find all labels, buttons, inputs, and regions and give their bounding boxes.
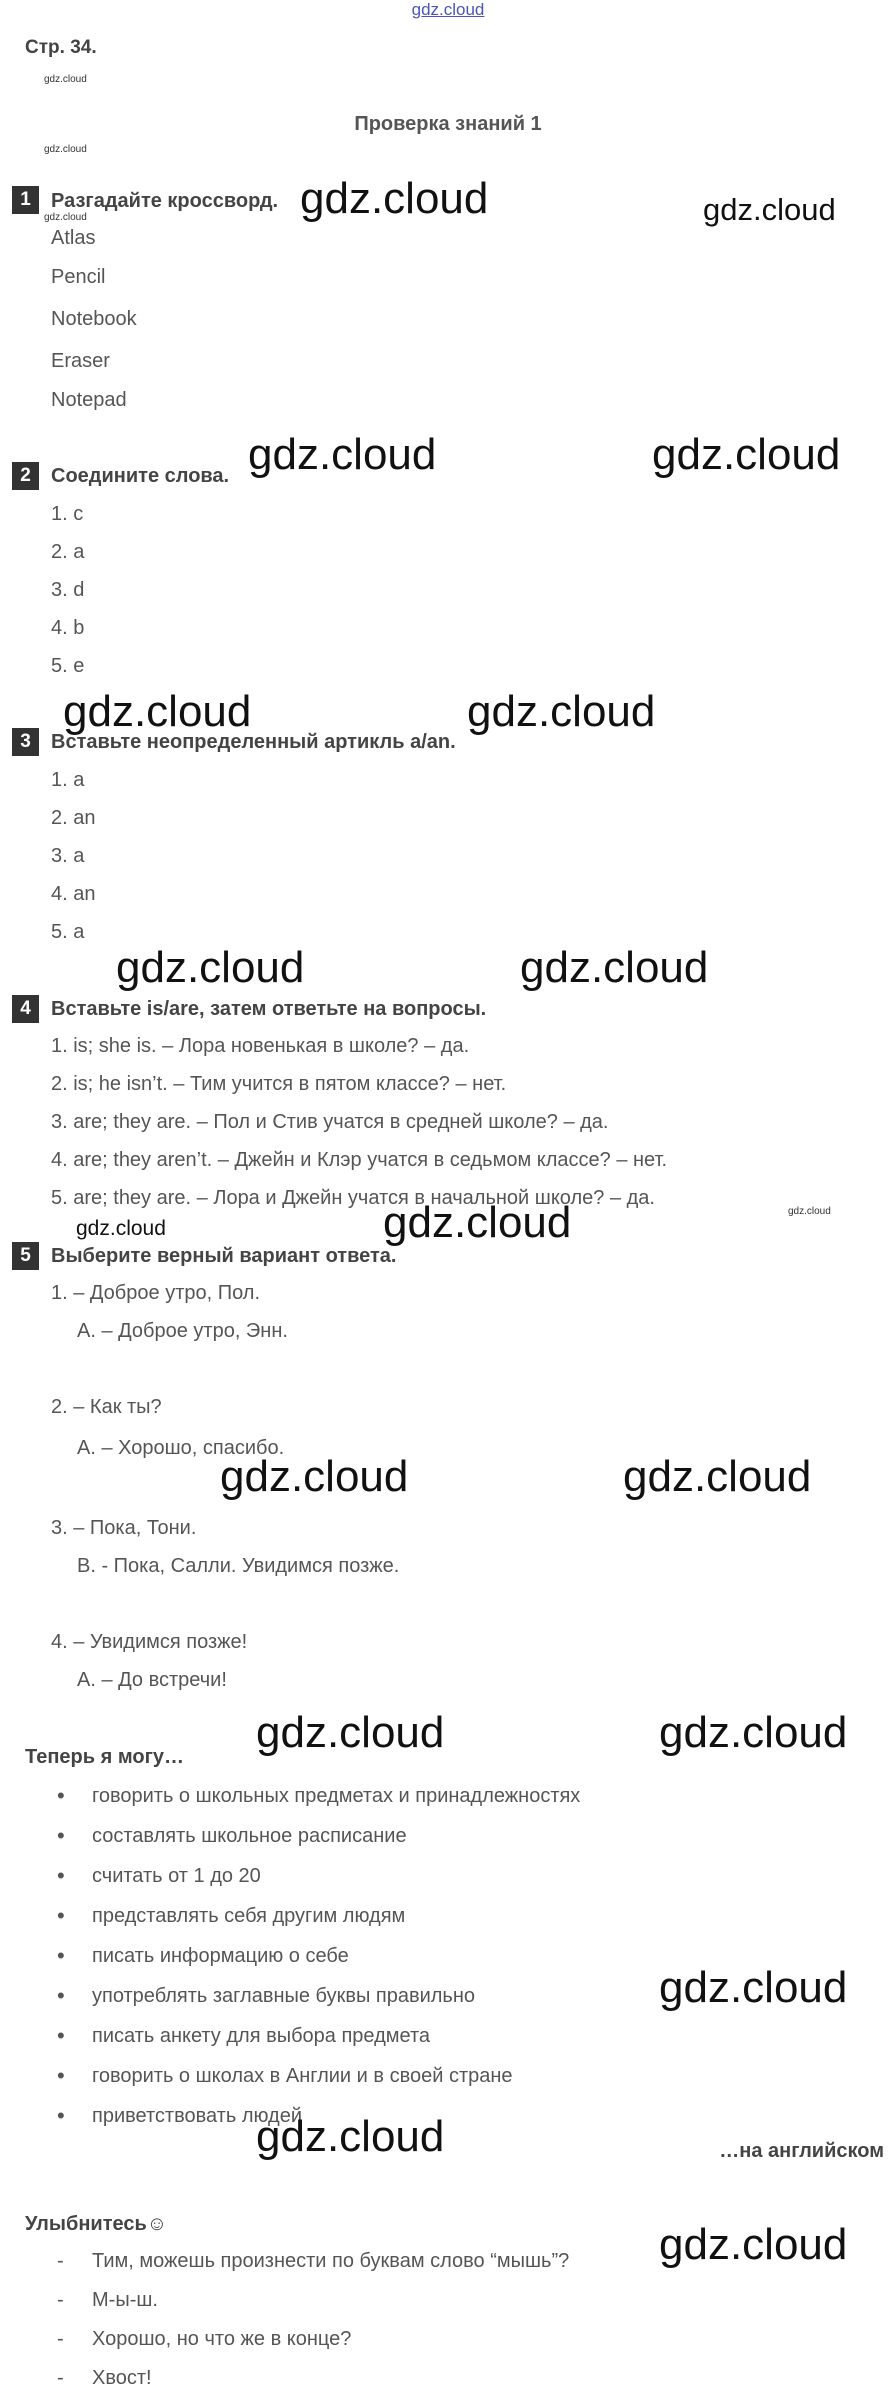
list-item: 1. a: [51, 769, 85, 791]
list-item: Eraser: [51, 350, 110, 372]
dialog-line: Хорошо, но что же в конце?: [92, 2328, 352, 2350]
smile-title: Улыбнитесь☺: [25, 2213, 168, 2235]
section-3-number: 3: [12, 728, 39, 756]
can-do-note: …на английском: [719, 2140, 884, 2162]
dash-marker: -: [57, 2328, 64, 2350]
list-item: Notebook: [51, 308, 137, 330]
dash-marker: -: [57, 2289, 64, 2311]
watermark: gdz.cloud: [220, 1452, 409, 1501]
bullet-icon: •: [57, 1983, 65, 2008]
watermark: gdz.cloud: [659, 2220, 848, 2269]
watermark: gdz.cloud: [383, 1198, 572, 1247]
bullet-icon: •: [57, 1903, 65, 1928]
watermark: gdz.cloud: [659, 1963, 848, 2012]
watermark-small: gdz.cloud: [44, 212, 87, 223]
list-item: приветствовать людей: [92, 2105, 303, 2127]
bullet-icon: •: [57, 1943, 65, 1968]
list-item: 1. c: [51, 503, 84, 525]
section-4-number: 4: [12, 995, 39, 1023]
watermark: gdz.cloud: [652, 430, 841, 479]
list-item: 5. e: [51, 655, 85, 677]
list-item: считать от 1 до 20: [92, 1865, 261, 1887]
list-item: говорить о школьных предметах и принадлежностях: [92, 1785, 581, 1807]
list-item: 3. are; they are. – Пол и Стив учатся в средней школе? – да.: [51, 1111, 609, 1133]
dash-marker: -: [57, 2367, 64, 2389]
list-item: писать анкету для выбора предмета: [92, 2025, 431, 2047]
list-item: 2. – Как ты?: [51, 1396, 162, 1418]
list-item: 1. – Доброе утро, Пол.: [51, 1282, 260, 1304]
section-2-number: 2: [12, 462, 39, 490]
list-item: 5. a: [51, 921, 85, 943]
list-item: А. – Доброе утро, Энн.: [77, 1320, 288, 1342]
dash-marker: -: [57, 2250, 64, 2272]
watermark-small: gdz.cloud: [788, 1206, 831, 1217]
watermark-small: gdz.cloud: [44, 74, 87, 85]
watermark: gdz.cloud: [256, 1708, 445, 1757]
list-item: 4. are; they aren’t. – Джейн и Клэр учатся в седьмом классе? – нет.: [51, 1149, 668, 1171]
list-item: 5. are; they are. – Лора и Джейн учатся в начальной школе? – да.: [51, 1187, 655, 1209]
watermark: gdz.cloud: [76, 1217, 166, 1240]
dialog-line: М-ы-ш.: [92, 2289, 158, 2311]
list-item: А. – До встречи!: [77, 1669, 227, 1691]
page-number: Стр. 34.: [25, 37, 97, 58]
watermark: gdz.cloud: [300, 174, 489, 223]
section-2-title: Соедините слова.: [51, 465, 230, 487]
section-4-title: Вставьте is/are, затем ответьте на вопросы.: [51, 998, 487, 1020]
dialog-line: Хвост!: [92, 2367, 152, 2389]
list-item: Pencil: [51, 266, 106, 288]
list-item: 3. d: [51, 579, 85, 601]
watermark: gdz.cloud: [248, 430, 437, 479]
watermark: gdz.cloud: [256, 2112, 445, 2161]
list-item: 1. is; she is. – Лора новенькая в школе? – да.: [51, 1035, 470, 1057]
bullet-icon: •: [57, 1823, 65, 1848]
list-item: писать информацию о себе: [92, 1945, 349, 1967]
watermark: gdz.cloud: [659, 1708, 848, 1757]
watermark: gdz.cloud: [623, 1452, 812, 1501]
bullet-icon: •: [57, 2103, 65, 2128]
list-item: 2. an: [51, 807, 96, 829]
top-site-link[interactable]: gdz.cloud: [411, 0, 485, 19]
list-item: В. - Пока, Салли. Увидимся позже.: [77, 1555, 400, 1577]
section-5-number: 5: [12, 1242, 39, 1270]
section-3-title: Вставьте неопределенный артикль a/an.: [51, 731, 456, 753]
list-item: 3. – Пока, Тони.: [51, 1517, 197, 1539]
list-item: составлять школьное расписание: [92, 1825, 407, 1847]
dialog-line: Тим, можешь произнести по буквам слово “мышь”?: [92, 2250, 570, 2272]
list-item: 4. an: [51, 883, 96, 905]
watermark: gdz.cloud: [703, 192, 836, 227]
list-item: 4. b: [51, 617, 85, 639]
watermark: gdz.cloud: [467, 687, 656, 736]
list-item: 2. is; he isn’t. – Тим учится в пятом классе? – нет.: [51, 1073, 507, 1095]
list-item: 2. a: [51, 541, 85, 563]
list-item: Notepad: [51, 389, 127, 411]
bullet-icon: •: [57, 1863, 65, 1888]
list-item: Atlas: [51, 227, 96, 249]
watermark: gdz.cloud: [520, 943, 709, 992]
list-item: представлять себя другим людям: [92, 1905, 406, 1927]
watermark: gdz.cloud: [63, 687, 252, 736]
watermark-small: gdz.cloud: [44, 144, 87, 155]
list-item: употреблять заглавные буквы правильно: [92, 1985, 476, 2007]
can-do-title: Теперь я могу…: [25, 1746, 185, 1768]
bullet-icon: •: [57, 2023, 65, 2048]
section-5-title: Выберите верный вариант ответа.: [51, 1245, 397, 1267]
bullet-icon: •: [57, 2063, 65, 2088]
list-item: А. – Хорошо, спасибо.: [77, 1437, 285, 1459]
section-1-number: 1: [12, 186, 39, 214]
section-1-title: Разгадайте кроссворд.: [51, 190, 279, 212]
list-item: 4. – Увидимся позже!: [51, 1631, 248, 1653]
bullet-icon: •: [57, 1783, 65, 1808]
document-title: Проверка знаний 1: [354, 113, 542, 135]
list-item: 3. a: [51, 845, 85, 867]
watermark: gdz.cloud: [116, 943, 305, 992]
list-item: говорить о школах в Англии и в своей стране: [92, 2065, 513, 2087]
